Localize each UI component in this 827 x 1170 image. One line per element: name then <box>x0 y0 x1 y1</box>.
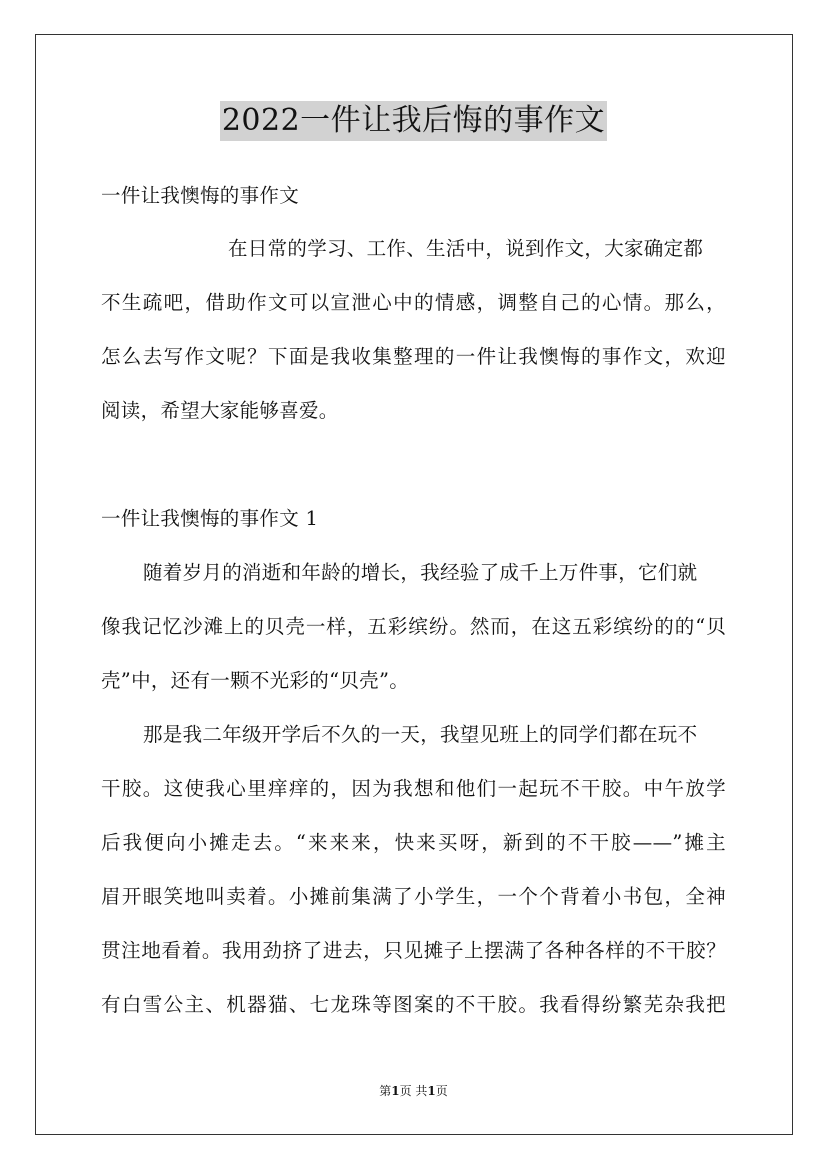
paragraph2-line-2: 干胶。这使我心里痒痒的，因为我想和他们一起玩不干胶。中午放学 <box>101 777 726 800</box>
intro-line-1: 在日常的学习、工作、生活中，说到作文，大家确定都 <box>228 237 704 260</box>
footer-suffix: 页 <box>435 1084 448 1098</box>
intro-line-2: 不生疏吧，借助作文可以宣泄心中的情感，调整自己的心情。那么， <box>101 291 726 314</box>
page-footer <box>0 1083 827 1099</box>
document-title: 2022一件让我后悔的事作文 <box>220 101 607 141</box>
paragraph2-line-4: 眉开眼笑地叫卖着。小摊前集满了小学生，一个个背着小书包，全神 <box>101 885 726 908</box>
paragraph2-line-5: 贯注地看着。我用劲挤了进去，只见摊子上摆满了各种各样的不干胶？ <box>101 939 726 962</box>
paragraph2-line-6: 有白雪公主、机器猫、七龙珠等图案的不干胶。我看得纷繁芜杂我把 <box>101 993 726 1016</box>
intro-line-3: 怎么去写作文呢？下面是我收集整理的一件让我懊悔的事作文，欢迎 <box>101 345 726 368</box>
intro-line-4: 阅读，希望大家能够喜爱。 <box>101 399 339 422</box>
paragraph2-line-3: 后我便向小摊走去。“来来来，快来买呀，新到的不干胶——”摊主 <box>101 831 726 854</box>
paragraph1-line-2: 像我记忆沙滩上的贝壳一样，五彩缤纷。然而，在这五彩缤纷的的“贝 <box>101 615 726 638</box>
footer-mid: 页 共 <box>399 1084 428 1098</box>
footer-page-total: 1 <box>427 1084 436 1098</box>
paragraph1-line-1: 随着岁月的消逝和年龄的增长，我经验了成千上万件事，它们就 <box>143 561 698 584</box>
footer-page-number: 1 <box>391 1084 400 1098</box>
paragraph1-line-3: 壳”中，还有一颗不光彩的“贝壳”。 <box>101 669 410 692</box>
subtitle: 一件让我懊悔的事作文 <box>101 184 300 207</box>
section-heading: 一件让我懊悔的事作文 1 <box>101 507 319 530</box>
footer-prefix: 第 <box>379 1084 392 1098</box>
title-container <box>0 101 827 141</box>
paragraph2-line-1: 那是我二年级开学后不久的一天，我望见班上的同学们都在玩不 <box>143 723 698 746</box>
